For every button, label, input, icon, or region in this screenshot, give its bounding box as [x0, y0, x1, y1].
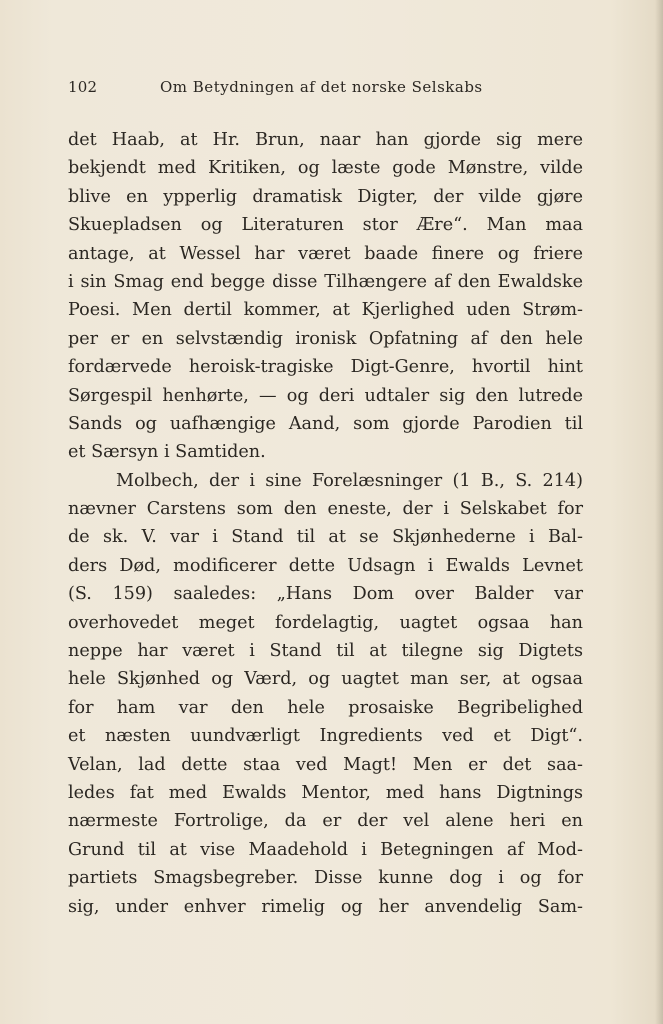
text-line: Poesi. Men dertil kommer, at Kjerlighed uden Strøm-	[68, 300, 583, 321]
page-header	[68, 78, 598, 100]
page-number: 102	[68, 78, 98, 96]
text-line-paragraph-end: et Særsyn i Samtiden.	[68, 442, 266, 463]
text-line: Grund til at vise Maadehold i Betegningen af Mod-	[68, 839, 583, 860]
text-line: neppe har været i Stand til at tilegne sig Digtets	[68, 641, 583, 662]
text-line: de sk. V. var i Stand til at se Skjønhederne i Bal-	[68, 527, 583, 548]
running-title: Om Betydningen af det norske Selskabs	[160, 78, 483, 96]
text-line: blive en ypperlig dramatisk Digter, der vilde gjøre	[68, 186, 583, 207]
text-line: hele Skjønhed og Værd, og uagtet man ser, at ogsaa	[68, 669, 583, 690]
text-line: nærmeste Fortrolige, da er der vel alene heri en	[68, 811, 583, 832]
text-line-paragraph-start: Molbech, der i sine Forelæsninger (1 B., S. 214)	[116, 470, 583, 491]
text-line: Velan, lad dette staa ved Magt! Men er det saa-	[68, 754, 583, 775]
text-line: nævner Carstens som den eneste, der i Selskabet for	[68, 499, 583, 520]
text-line: partiets Smagsbegreber. Disse kunne dog i og for	[68, 868, 583, 889]
body-text	[68, 126, 583, 921]
text-line: antage, at Wessel har været baade finere og friere	[68, 243, 583, 264]
text-line: ledes fat med Ewalds Mentor, med hans Digtnings	[68, 782, 583, 803]
text-line: det Haab, at Hr. Brun, naar han gjorde sig mere	[68, 130, 583, 150]
page-edge-shadow	[655, 0, 663, 1024]
text-line: sig, under enhver rimelig og her anvendelig Sam-	[68, 896, 583, 917]
text-line: Sands og uafhængige Aand, som gjorde Parodien til	[68, 413, 583, 434]
text-line: bekjendt med Kritiken, og læste gode Mønstre, vilde	[68, 158, 583, 179]
text-line: for ham var den hele prosaiske Begribelighed	[68, 697, 583, 718]
text-line: Sørgespil henhørte, — og deri udtaler sig den lutrede	[68, 385, 583, 406]
text-line: per er en selvstændig ironisk Opfatning af den hele	[68, 328, 583, 349]
text-line: (S. 159) saaledes: „Hans Dom over Balder var	[68, 584, 583, 605]
text-line: overhovedet meget fordelagtig, uagtet ogsaa han	[68, 612, 583, 633]
text-line: ders Død, modificerer dette Udsagn i Ewalds Levnet	[68, 555, 583, 576]
text-line: Skuepladsen og Literaturen stor Ære“. Man maa	[68, 215, 583, 236]
text-line: i sin Smag end begge disse Tilhængere af den Ewaldske	[68, 271, 583, 292]
text-line: et næsten uundværligt Ingredients ved et Digt“.	[68, 726, 583, 747]
text-line: fordærvede heroisk-tragiske Digt-Genre, hvortil hint	[68, 357, 583, 378]
